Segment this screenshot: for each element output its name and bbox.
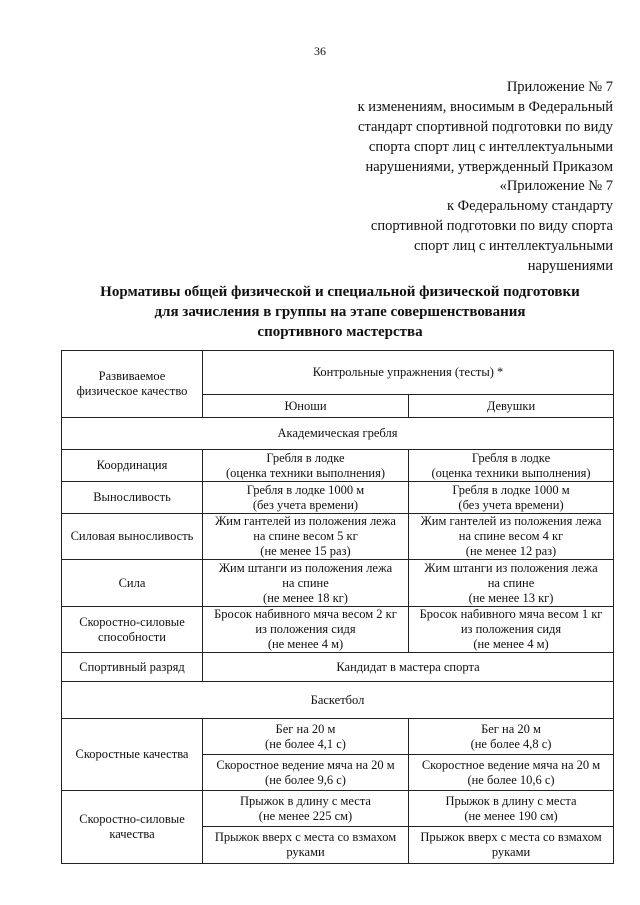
header-quality-line: физическое качество	[76, 384, 188, 398]
appendix-line: к Федеральному стандарту	[446, 198, 613, 214]
quality-line: способности	[98, 629, 166, 644]
appendix-line: к изменениям, вносимым в Федеральный	[357, 99, 613, 115]
girls-cell	[409, 791, 614, 827]
header-girls-cell: Девушки	[409, 395, 614, 418]
appendix-line: спортивной подготовки по виду спорта	[370, 218, 613, 234]
girls-cell	[409, 827, 614, 864]
cell-line: (не более 4,8 с)	[470, 736, 552, 751]
cell-line: (не более 10,6 с)	[467, 772, 555, 787]
boys-cell	[203, 450, 409, 482]
quality-line: Координация	[96, 458, 168, 472]
quality-cell	[62, 514, 203, 560]
cell-line: Скоростное ведение мяча на 20 м	[216, 757, 395, 772]
rank-value-cell: Кандидат в мастера спорта	[203, 653, 614, 682]
header-tests-cell: Контрольные упражнения (тесты) *	[203, 351, 614, 395]
quality-cell-speed-strength	[62, 791, 203, 864]
cell-line: на спине весом 5 кг	[253, 529, 358, 543]
title-line: Нормативы общей физической и специальной физической подготовки	[100, 284, 580, 300]
boys-cell	[203, 791, 409, 827]
section-title-rowing: Академическая гребля	[62, 418, 614, 450]
quality-line: Сила	[118, 575, 146, 590]
cell-line: Жим гантелей из положения лежа	[420, 514, 602, 528]
quality-line: Скоростно-силовые	[79, 812, 185, 826]
appendix-line: нарушениями, утвержденный Приказом	[365, 159, 613, 175]
cell-line: на спине	[487, 575, 535, 590]
cell-line: (без учета времени)	[252, 497, 359, 512]
rank-row	[62, 653, 614, 682]
cell-line: (не менее 18 кг)	[263, 590, 348, 605]
quality-line: Скоростно-силовые	[79, 614, 185, 629]
table-row	[62, 791, 614, 827]
cell-line: (не менее 4 м)	[473, 637, 549, 651]
appendix-line: Приложение № 7	[506, 79, 613, 95]
cell-line: (не более 4,1 с)	[265, 736, 346, 751]
cell-line: Жим гантелей из положения лежа	[215, 514, 396, 528]
cell-line: (не более 9,6 с)	[265, 772, 346, 787]
appendix-line: нарушениями	[527, 258, 613, 274]
header-boys-cell: Юноши	[203, 395, 409, 418]
girls-cell	[409, 560, 614, 607]
appendix-line: «Приложение № 7	[499, 178, 613, 194]
table-row	[62, 514, 614, 560]
page-number: 36	[314, 44, 326, 58]
header-quality-cell	[62, 351, 203, 418]
cell-line: (не менее 225 см)	[258, 808, 353, 823]
girls-cell	[409, 755, 614, 791]
cell-line: на спине	[282, 575, 329, 590]
cell-line: Бег на 20 м	[481, 721, 541, 736]
boys-cell	[203, 560, 409, 607]
header-quality-line: Развиваемое	[98, 369, 166, 383]
cell-line: Жим штанги из положения лежа	[424, 560, 598, 575]
appendix-line: спорт лиц с интеллектуальными	[413, 238, 613, 254]
section-row-basketball	[62, 682, 614, 719]
cell-line: Прыжок вверх с места со взмахом	[420, 830, 602, 844]
cell-line: Гребля в лодке 1000 м	[246, 482, 365, 497]
appendix-heading-amendments	[358, 77, 613, 177]
cell-line: Прыжок вверх с места со взмахом	[214, 830, 397, 844]
cell-line: Бросок набивного мяча весом 2 кг	[214, 607, 397, 621]
title-line: для зачисления в группы на этапе совершенствования	[154, 304, 526, 320]
table-row	[62, 450, 614, 482]
cell-line: (оценка техники выполнения)	[225, 465, 386, 480]
document-title	[60, 282, 620, 342]
quality-line: Выносливость	[93, 490, 171, 504]
norms-table	[61, 350, 614, 864]
quality-cell	[62, 607, 203, 653]
girls-cell	[409, 514, 614, 560]
quality-cell	[62, 560, 203, 607]
appendix-heading-standard	[371, 176, 613, 276]
cell-line: Прыжок в длину с места	[445, 793, 577, 808]
cell-line: Скоростное ведение мяча на 20 м	[421, 757, 601, 772]
cell-line: (не менее 13 кг)	[468, 590, 554, 605]
table-row	[62, 607, 614, 653]
rank-label-cell: Спортивный разряд	[62, 653, 203, 682]
cell-line: Гребля в лодке	[471, 450, 551, 465]
cell-line: Гребля в лодке	[266, 450, 345, 465]
cell-line: (не менее 12 раз)	[465, 544, 557, 558]
cell-line: (не менее 190 см)	[464, 808, 558, 823]
section-title-basketball: Баскетбол	[62, 682, 614, 719]
cell-line: (не менее 15 раз)	[260, 544, 351, 558]
girls-cell	[409, 482, 614, 514]
cell-line: на спине весом 4 кг	[458, 529, 564, 543]
section-row-rowing	[62, 418, 614, 450]
table-header-row	[62, 351, 614, 395]
quality-line: качества	[109, 827, 155, 841]
cell-line: из положения сидя	[255, 622, 356, 636]
girls-cell	[409, 719, 614, 755]
cell-line: Прыжок в длину с места	[240, 793, 371, 808]
quality-cell	[62, 482, 203, 514]
cell-line: Гребля в лодке 1000 м	[452, 482, 570, 497]
cell-line: Бросок набивного мяча весом 1 кг	[419, 607, 603, 621]
table-row	[62, 719, 614, 755]
cell-line: руками	[491, 845, 531, 859]
boys-cell	[203, 514, 409, 560]
boys-cell	[203, 607, 409, 653]
cell-line: Жим штанги из положения лежа	[218, 560, 393, 575]
table-row	[62, 560, 614, 607]
girls-cell	[409, 607, 614, 653]
cell-line: руками	[286, 845, 325, 859]
cell-line: Бег на 20 м	[275, 721, 336, 736]
quality-cell	[62, 450, 203, 482]
boys-cell	[203, 719, 409, 755]
cell-line: (оценка техники выполнения)	[431, 465, 591, 480]
table-row	[62, 482, 614, 514]
appendix-line: спорта спорт лиц с интеллектуальными	[368, 139, 613, 155]
cell-line: из положения сидя	[460, 622, 562, 636]
boys-cell	[203, 482, 409, 514]
quality-line: Силовая выносливость	[70, 529, 194, 543]
boys-cell	[203, 755, 409, 791]
title-line: спортивного мастерства	[257, 324, 423, 340]
boys-cell	[203, 827, 409, 864]
appendix-line: стандарт спортивной подготовки по виду	[358, 119, 613, 135]
cell-line: (без учета времени)	[458, 497, 564, 512]
girls-cell	[409, 450, 614, 482]
cell-line: (не менее 4 м)	[267, 637, 344, 651]
quality-cell-speed: Скоростные качества	[62, 719, 203, 791]
